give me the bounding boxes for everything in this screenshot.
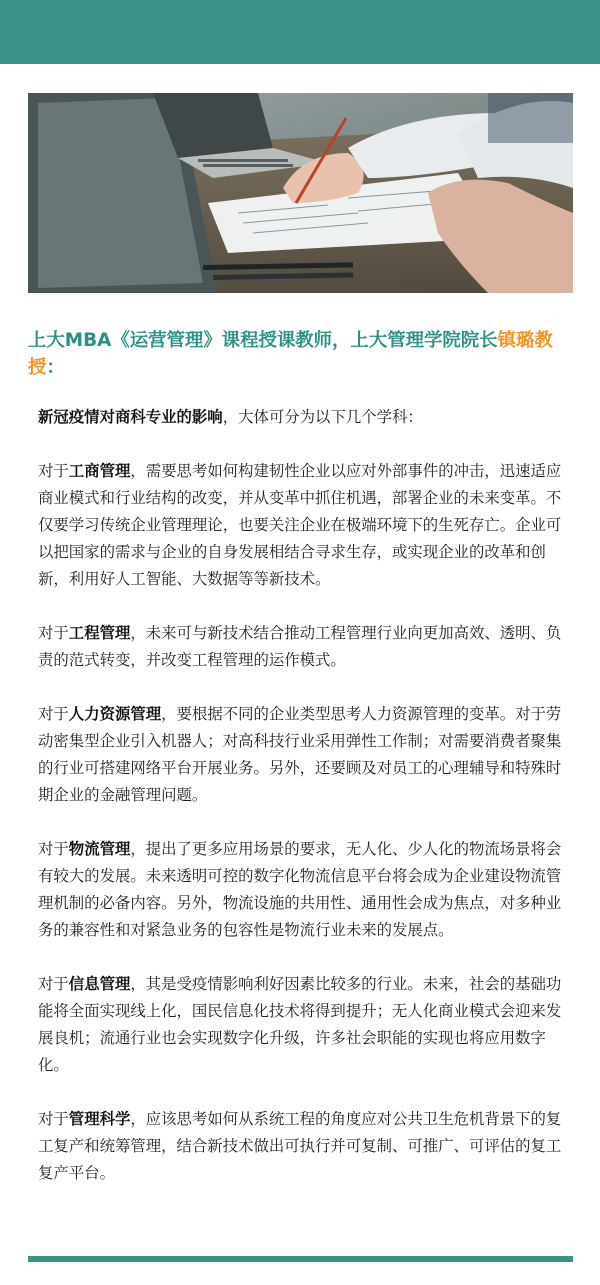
section-prefix: 对于 (38, 624, 69, 642)
intro-text: ，大体可分为以下几个学科： (222, 408, 423, 426)
intro-paragraph (38, 404, 568, 431)
section-paragraph (38, 701, 568, 809)
top-banner (0, 0, 600, 64)
section-paragraph (38, 971, 568, 1079)
section-paragraph (38, 458, 568, 593)
section-text: ，应该思考如何从系统工程的角度应对公共卫生危机背景下的复工复产和统筹管理，结合新技术做出可执行并可复制、可推广、可评估的复工复产平台。 (38, 1110, 562, 1182)
section-paragraph (38, 1106, 568, 1187)
page-title (28, 327, 573, 381)
article-body (38, 404, 568, 1214)
section-text: ，提出了更多应用场景的要求，无人化、少人化的物流场景将会有较大的发展。未来透明可控的数字化物流信息平台将会成为企业建设物流管理机制的必备内容。另外，物流设施的共用性、通用性会成为焦点，对多种业务的兼容性和对紧急业务的包容性是物流行业未来的发展点。 (38, 840, 562, 939)
section-title: 信息管理 (68, 975, 131, 993)
section-prefix: 对于 (38, 705, 69, 723)
section-prefix: 对于 (38, 975, 69, 993)
title-suffix: ： (46, 357, 65, 378)
section-title: 工程管理 (68, 624, 131, 642)
section-text: ，其是受疫情影响利好因素比较多的行业。未来，社会的基础功能将全面实现线上化，国民信息化技术将得到提升；无人化商业模式会迎来发展良机；流通行业也会实现数字化升级，许多社会职能的实现也将应用数字化。 (38, 975, 562, 1074)
section-title: 管理科学 (68, 1110, 131, 1128)
section-text: ，要根据不同的企业类型思考人力资源管理的变革。对于劳动密集型企业引入机器人；对高科技行业采用弹性工作制；对需要消费者聚集的行业可搭建网络平台开展业务。另外，还要顾及对员工的心理辅导和特殊时期企业的金融管理问题。 (38, 705, 562, 804)
intro-bold: 新冠疫情对商科专业的影响 (38, 408, 223, 426)
section-title: 物流管理 (68, 840, 131, 858)
section-prefix: 对于 (38, 1110, 69, 1128)
section-prefix: 对于 (38, 840, 69, 858)
section-paragraph (38, 620, 568, 674)
section-title: 工商管理 (68, 462, 131, 480)
business-meeting-illustration (28, 93, 573, 293)
header-photo (28, 93, 573, 293)
section-prefix: 对于 (38, 462, 69, 480)
title-main: 上大MBA《运营管理》课程授课教师，上大管理学院院长 (28, 330, 498, 351)
section-text: ，需要思考如何构建韧性企业以应对外部事件的冲击，迅速适应商业模式和行业结构的改变，并从变革中抓住机遇，部署企业的未来变革。不仅要学习传统企业管理理论，也要关注企业在极端环境下的生死存亡。企业可以把国家的需求与企业的自身发展相结合寻求生存，或实现企业的改革和创新，利用好人工智能、大数据等等新技术。 (38, 462, 562, 588)
section-paragraph (38, 836, 568, 944)
bottom-divider (28, 1256, 573, 1262)
title-highlight-name: 镇璐教授 (28, 330, 553, 378)
section-title: 人力资源管理 (68, 705, 162, 723)
section-text: ，未来可与新技术结合推动工程管理行业向更加高效、透明、负责的范式转变，并改变工程管理的运作模式。 (38, 624, 562, 669)
